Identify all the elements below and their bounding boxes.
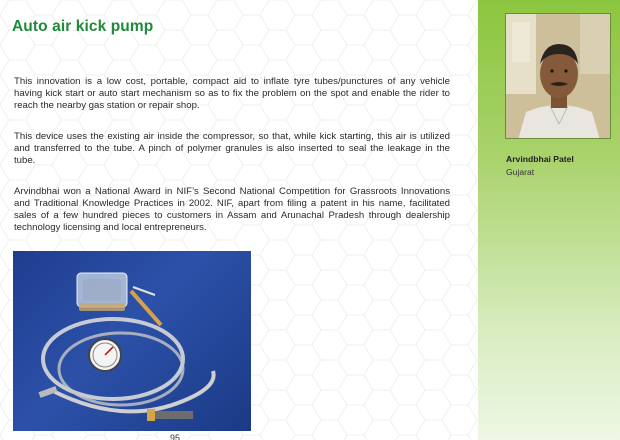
- paragraph-intro: This innovation is a low cost, portable, compact aid to inflate tyre tubes/punctures of any vehicle having kick start or auto start mechanism so as to fix the problem on the spot and enable the rider to reach the nearby gas station or repair shop.: [14, 76, 450, 111]
- innovator-portrait: [505, 13, 611, 139]
- article-title: Auto air kick pump: [12, 18, 154, 35]
- page-number: 95: [170, 433, 181, 440]
- innovator-place: Gujarat: [506, 167, 535, 177]
- article-header: [12, 18, 452, 36]
- paragraph-award: Arvindbhai won a National Award in NIF’s Second National Competition for Grassroots Innovations and Traditional Knowledge Practices in 2002. NIF, apart from filing a patent in his name, facilitated sales of a few hundred pieces to customers in Assam and Arunachal Pradesh through dealership technology licensing and local entrepreneurs.: [14, 186, 450, 233]
- paragraph-mechanism: This device uses the existing air inside the compressor, so that, while kick starting, this air is utilized and transferred to the tube. A pinch of polymer granules is also inserted to seal the leakage in the tube.: [14, 131, 450, 166]
- air-pump-illustration: [13, 251, 251, 431]
- device-photo: [13, 251, 251, 431]
- innovator-name: Arvindbhai Patel: [506, 154, 574, 164]
- portrait-illustration: [506, 14, 611, 139]
